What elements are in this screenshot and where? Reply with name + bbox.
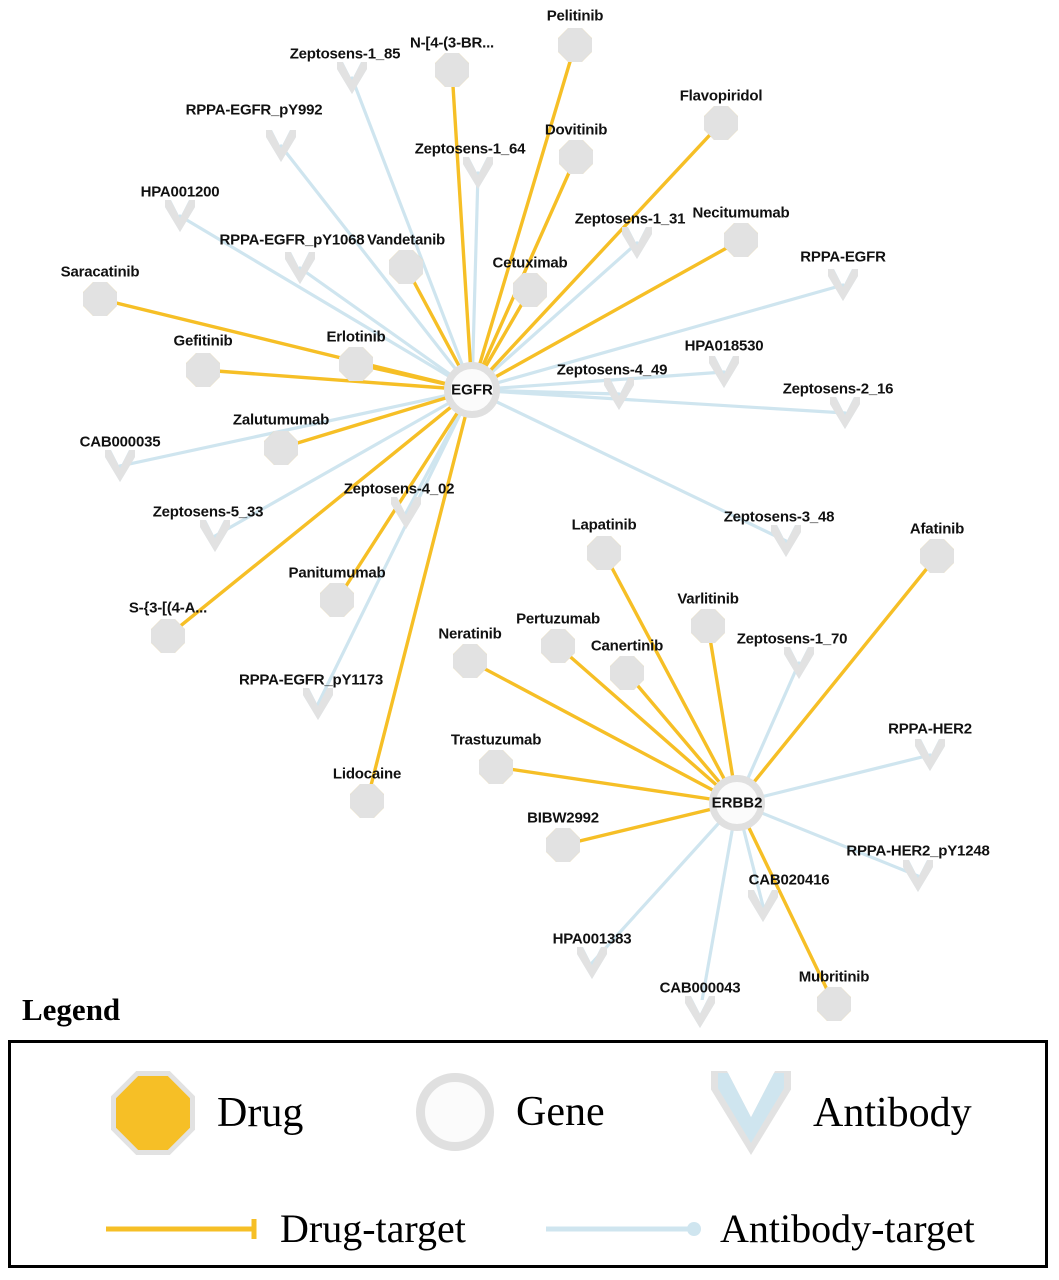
drug-node-label: Lapatinib bbox=[571, 516, 637, 534]
drug-node-label: Lidocaine bbox=[332, 765, 402, 783]
antibody-node[interactable] bbox=[463, 157, 493, 189]
antibody-node-label: Zeptosens-4_02 bbox=[343, 480, 455, 498]
drug-node-label: Flavopiridol bbox=[679, 87, 763, 105]
drug-node[interactable] bbox=[479, 750, 513, 784]
antibody-node-label: RPPA-HER2_pY1248 bbox=[846, 842, 990, 860]
drug-node[interactable] bbox=[453, 644, 487, 678]
legend-label-drug: Drug bbox=[217, 1090, 304, 1136]
antibody-node[interactable] bbox=[748, 890, 778, 922]
drug-node[interactable] bbox=[83, 282, 117, 316]
drug-node[interactable] bbox=[435, 53, 469, 87]
antibody-node[interactable] bbox=[622, 227, 652, 259]
antibody-node[interactable] bbox=[105, 450, 135, 482]
antibody-node[interactable] bbox=[771, 525, 801, 557]
drug-node[interactable] bbox=[558, 28, 592, 62]
antibody-node[interactable] bbox=[828, 269, 858, 301]
antibody-node[interactable] bbox=[337, 62, 367, 94]
antibody-node-label: Zeptosens-4_49 bbox=[556, 361, 668, 379]
antibody-icon bbox=[711, 1071, 791, 1155]
antibody-node-label: CAB000043 bbox=[659, 979, 741, 997]
antibody-node-label: Zeptosens-1_70 bbox=[736, 630, 848, 648]
antibody-node[interactable] bbox=[577, 947, 607, 979]
antibody-node[interactable] bbox=[903, 860, 933, 892]
drug-node-label: Saracatinib bbox=[60, 263, 140, 281]
antibody-node-label: HPA018530 bbox=[684, 337, 764, 355]
antibody-node[interactable] bbox=[604, 378, 634, 410]
antibody-target-edge-icon bbox=[546, 1216, 706, 1242]
gene-node-label: ERBB2 bbox=[711, 794, 763, 812]
antibody-node[interactable] bbox=[685, 996, 715, 1028]
drug-node[interactable] bbox=[264, 431, 298, 465]
antibody-node-label: HPA001383 bbox=[552, 930, 632, 948]
legend-edge-drug-target bbox=[106, 1205, 466, 1252]
antibody-node[interactable] bbox=[709, 356, 739, 388]
drug-node-label: Afatinib bbox=[909, 520, 965, 538]
antibody-node-label: Zeptosens-5_33 bbox=[152, 503, 264, 521]
antibody-node-label: RPPA-EGFR bbox=[800, 248, 886, 266]
legend-label-drug-target: Drug-target bbox=[280, 1206, 466, 1251]
antibody-node-label: CAB000035 bbox=[79, 433, 161, 451]
drug-node-label: Pertuzumab bbox=[516, 610, 600, 628]
antibody-node-label: CAB020416 bbox=[748, 871, 830, 889]
antibody-node[interactable] bbox=[784, 647, 814, 679]
drug-node[interactable] bbox=[186, 353, 220, 387]
drug-node[interactable] bbox=[350, 784, 384, 818]
gene-node-label: EGFR bbox=[451, 381, 493, 399]
drug-node[interactable] bbox=[691, 609, 725, 643]
antibody-node-label: Zeptosens-1_64 bbox=[414, 140, 526, 158]
legend-label-antibody-target: Antibody-target bbox=[720, 1206, 975, 1251]
drug-node[interactable] bbox=[339, 347, 373, 381]
drug-node[interactable] bbox=[389, 250, 423, 284]
antibody-node[interactable] bbox=[391, 497, 421, 529]
drug-icon bbox=[111, 1071, 195, 1155]
drug-node-label: Canertinib bbox=[590, 637, 664, 655]
antibody-node-label: RPPA-EGFR_pY1068 bbox=[219, 231, 365, 249]
legend-item-drug bbox=[111, 1071, 303, 1155]
gene-icon bbox=[416, 1073, 494, 1151]
antibody-node[interactable] bbox=[830, 397, 860, 429]
legend-box bbox=[8, 1040, 1048, 1268]
drug-node-label: N-[4-(3-BR... bbox=[409, 34, 495, 52]
legend-title: Legend bbox=[22, 992, 121, 1027]
drug-node[interactable] bbox=[151, 619, 185, 653]
drug-node-label: S-{3-[(4-A... bbox=[128, 599, 208, 617]
drug-node[interactable] bbox=[546, 828, 580, 862]
drug-node-label: Neratinib bbox=[438, 625, 502, 643]
drug-node-label: Gefitinib bbox=[173, 332, 233, 350]
drug-node-label: Varlitinib bbox=[677, 590, 739, 608]
legend-item-gene bbox=[416, 1073, 605, 1151]
antibody-node[interactable] bbox=[165, 200, 195, 232]
antibody-node-label: RPPA-EGFR_pY992 bbox=[185, 101, 323, 119]
drug-node-label: Trastuzumab bbox=[450, 731, 542, 749]
drug-node[interactable] bbox=[559, 140, 593, 174]
drug-node[interactable] bbox=[704, 106, 738, 140]
antibody-node-label: Zeptosens-2_16 bbox=[782, 380, 894, 398]
antibody-node[interactable] bbox=[285, 252, 315, 284]
drug-node-label: Vandetanib bbox=[366, 231, 446, 249]
antibody-node-label: HPA001200 bbox=[140, 183, 220, 201]
drug-node-label: Pelitinib bbox=[546, 7, 604, 25]
drug-node[interactable] bbox=[817, 987, 851, 1021]
legend-item-antibody bbox=[711, 1071, 972, 1155]
antibody-node[interactable] bbox=[200, 520, 230, 552]
antibody-node-label: Zeptosens-1_31 bbox=[574, 210, 686, 228]
drug-node[interactable] bbox=[513, 273, 547, 307]
drug-node-label: BIBW2992 bbox=[527, 809, 599, 827]
drug-node-label: Mubritinib bbox=[798, 968, 870, 986]
antibody-node[interactable] bbox=[303, 688, 333, 720]
legend-label-antibody: Antibody bbox=[813, 1090, 972, 1136]
antibody-node-label: RPPA-HER2 bbox=[888, 720, 972, 738]
drug-node[interactable] bbox=[724, 223, 758, 257]
drug-node-label: Cetuximab bbox=[492, 254, 568, 272]
drug-node-label: Zalutumumab bbox=[232, 411, 330, 429]
drug-node-label: Panitumumab bbox=[288, 564, 386, 582]
legend-label-gene: Gene bbox=[516, 1089, 605, 1135]
antibody-node-label: RPPA-EGFR_pY1173 bbox=[238, 671, 384, 689]
drug-node[interactable] bbox=[320, 583, 354, 617]
drug-node[interactable] bbox=[610, 656, 644, 690]
drug-node-label: Necitumumab bbox=[692, 204, 790, 222]
antibody-node[interactable] bbox=[266, 130, 296, 162]
drug-node-label: Dovitinib bbox=[544, 121, 608, 139]
drug-target-edge-icon bbox=[106, 1216, 266, 1242]
drug-node-label: Erlotinib bbox=[326, 328, 386, 346]
drug-node[interactable] bbox=[541, 629, 575, 663]
antibody-node[interactable] bbox=[915, 739, 945, 771]
antibody-node-label: Zeptosens-3_48 bbox=[723, 508, 835, 526]
legend-edge-antibody-target bbox=[546, 1205, 975, 1252]
antibody-node-label: Zeptosens-1_85 bbox=[289, 45, 401, 63]
drug-node[interactable] bbox=[920, 539, 954, 573]
drug-node[interactable] bbox=[587, 536, 621, 570]
